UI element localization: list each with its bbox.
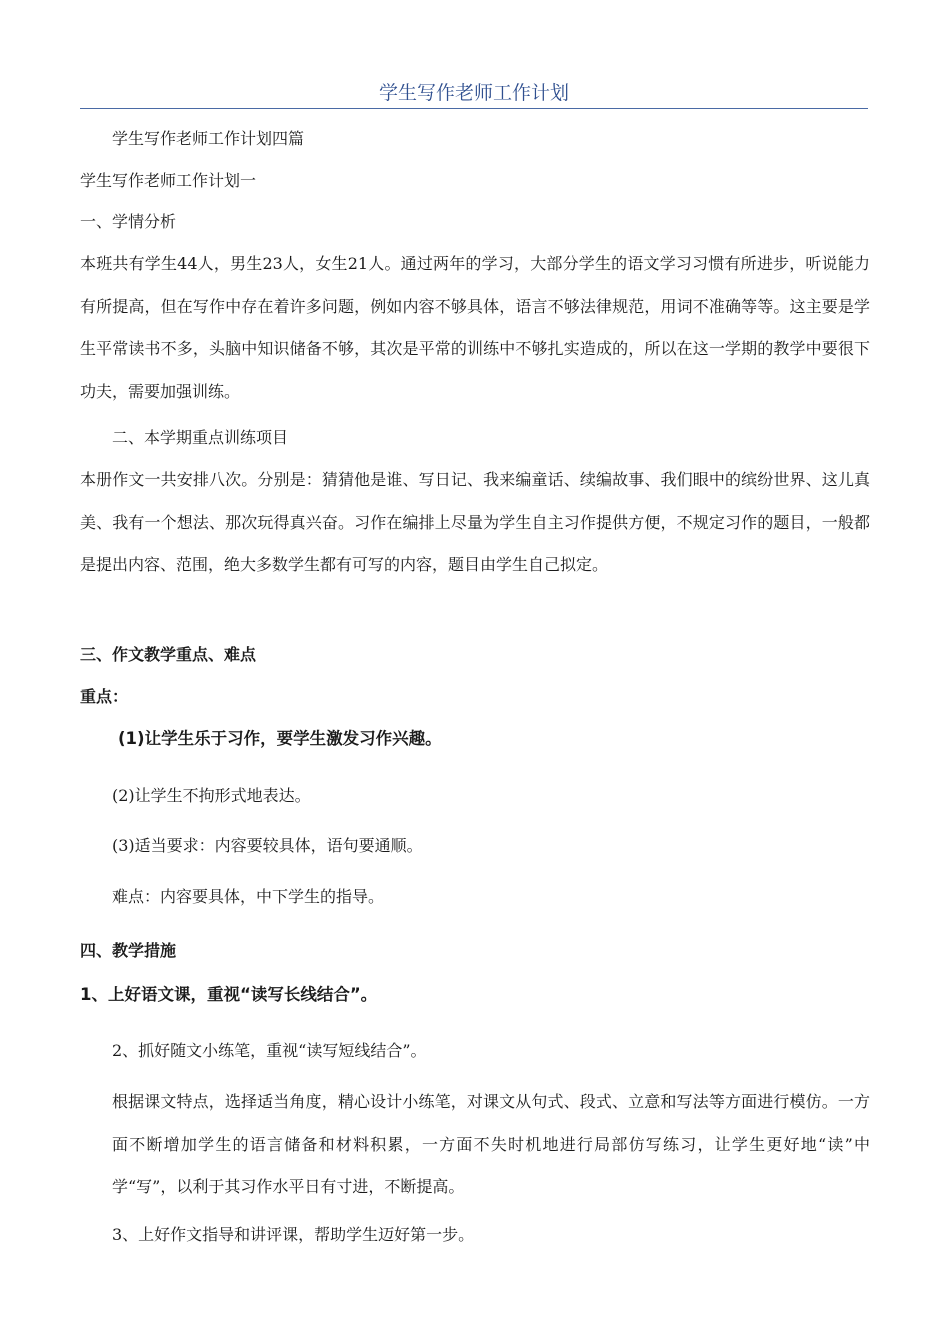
measure-2: 2、抓好随文小练笔，重视“读写短线结合”。	[112, 1041, 427, 1060]
heading-student-analysis: 一、学情分析	[80, 212, 177, 231]
difficulty-point: 难点：内容要具体，中下学生的指导。	[112, 887, 385, 906]
heading-teaching-measures: 四、教学措施	[80, 941, 177, 960]
key-point-2: (2)让学生不拘形式地表达。	[112, 786, 311, 805]
heading-key-points: 三、作文教学重点、难点	[80, 645, 257, 664]
key-points-label: 重点：	[80, 687, 129, 706]
paragraph-student-analysis: 本班共有学生44人，男生23人，女生21人。通过两年的学习，大部分学生的语文学习习惯有所进步，听说能力有所提高，但在写作中存在着许多问题，例如内容不够具体，语言不够法律规范，用词不准确等等。这主要是学生平常读书不多，头脑中知识储备不够，其次是平常的训练中不够扎实造成的，所以在这一学期的教学中要很下功夫，需要加强训练。	[80, 254, 870, 401]
page-header-title: 学生写作老师工作计划	[378, 82, 569, 104]
section-title: 学生写作老师工作计划一	[80, 171, 257, 190]
key-point-1: (1)让学生乐于习作，要学生激发习作兴趣。	[118, 729, 442, 748]
heading-training-items: 二、本学期重点训练项目	[112, 428, 289, 447]
header-rule	[80, 108, 868, 109]
measure-1: 1、上好语文课，重视“读写长线结合”。	[80, 985, 378, 1004]
measure-3: 3、上好作文指导和讲评课，帮助学生迈好第一步。	[112, 1225, 475, 1244]
key-point-3: (3)适当要求：内容要较具体，语句要通顺。	[112, 836, 423, 855]
paragraph-training-items: 本册作文一共安排八次。分别是：猜猜他是谁、写日记、我来编童话、续编故事、我们眼中的缤纷世界、这儿真美、我有一个想法、那次玩得真兴奋。习作在编排上尽量为学生自主习作提供方便，不规定习作的题目，一般都是提出内容、范围，绝大多数学生都有可写的内容，题目由学生自己拟定。	[80, 470, 870, 574]
document-subtitle: 学生写作老师工作计划四篇	[112, 129, 305, 148]
paragraph-measure-2-detail: 根据课文特点，选择适当角度，精心设计小练笔，对课文从句式、段式、立意和写法等方面进行模仿。一方面不断增加学生的语言储备和材料积累，一方面不失时机地进行局部仿写练习，让学生更好地“读”中学“写”，以利于其习作水平日有寸进，不断提高。	[112, 1092, 870, 1196]
